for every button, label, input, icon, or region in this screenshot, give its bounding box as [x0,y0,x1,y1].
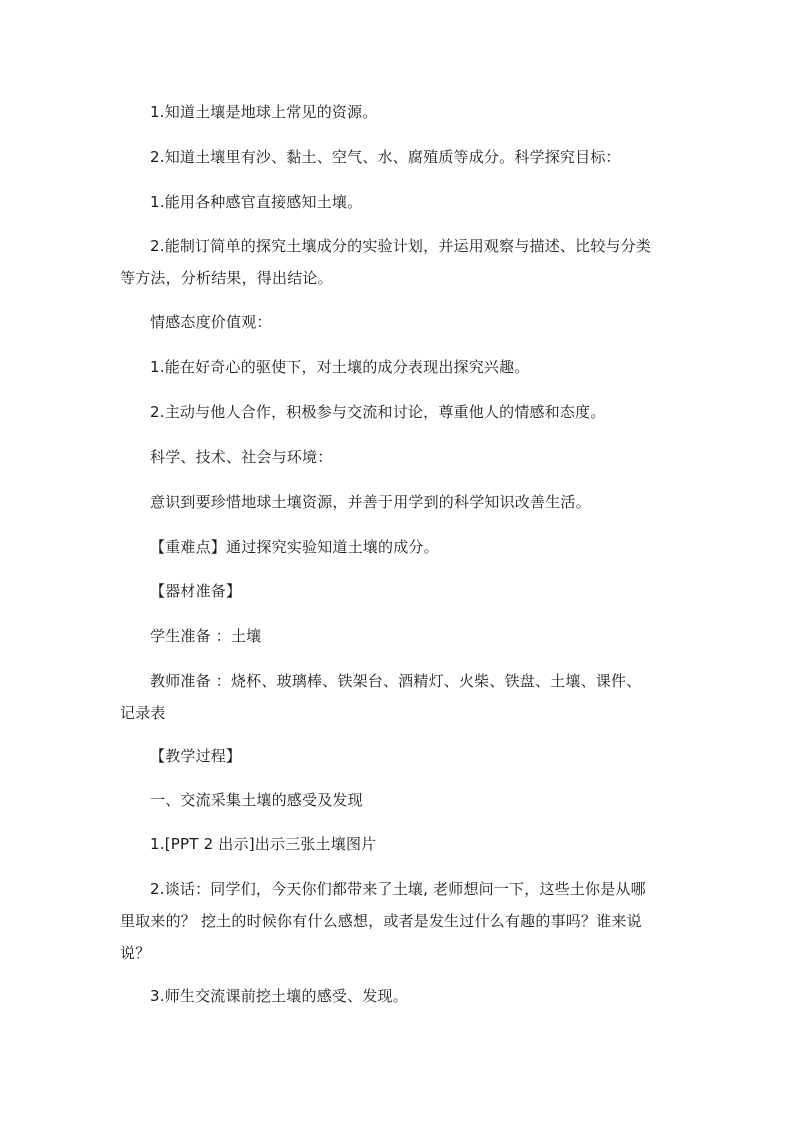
text-line: 1.能用各种感官直接感知土壤。 [150,193,363,211]
paragraph-step-3 [120,980,680,1012]
section-process-heading [120,740,680,772]
paragraph-step-1 [120,828,680,860]
text-line: 【重难点】通过探究实验知道土壤的成分。 [150,538,439,556]
text-line: 情感态度价值观： [150,313,272,331]
text-line: 说？ [120,944,151,962]
text-line: 3.师生交流课前挖土壤的感受、发现。 [150,987,408,1005]
text-line: 2.能制订简单的探究土壤成分的实验计划，并运用观察与描述、比较与分类 [150,237,652,255]
paragraph-inquiry-2 [120,230,680,294]
text-line: 教师准备 ：烧杯、玻璃棒、铁架台、酒精灯、火柴、铁盘、土壤、课件、 [150,672,642,690]
paragraph-goal-2 [120,141,680,173]
text-line: 1.能在好奇心的驱使下，对土壤的成分表现出探究兴趣。 [150,358,530,376]
text-line: 记录表 [120,704,166,722]
text-line: 2.谈话：同学们，今天你们都带来了土壤, 老师想问一下，这些土你是从哪 [150,880,646,898]
text-line: 【教学过程】 [150,747,242,765]
paragraph-inquiry-1 [120,186,680,218]
paragraph-attitude-1 [120,351,680,383]
text-line: 2.主动与他人合作，积极参与交流和讨论，尊重他人的情感和态度。 [150,403,606,421]
text-line: 一、交流采集土壤的感受及发现 [150,791,363,809]
paragraph-attitude-2 [120,396,680,428]
paragraph-student-materials [120,620,680,652]
text-line: 意识到要珍惜地球土壤资源，并善于用学到的科学知识改善生活。 [150,493,591,511]
paragraph-key-points [120,531,680,563]
paragraph-goal-1 [120,96,680,128]
subsection-heading-1 [120,784,680,816]
text-line: 等方法，分析结果，得出结论。 [120,269,333,287]
text-line: 科学、技术、社会与环境： [150,448,333,466]
text-line: 1.知道土壤是地球上常见的资源。 [150,103,378,121]
paragraph-teacher-materials [120,665,680,729]
text-line: 里取来的？ 挖土的时候你有什么感想，或者是发生过什么有趣的事吗？谁来说 [120,912,642,930]
text-line: 1.[PPT 2 出示]出示三张土壤图片 [150,835,377,853]
paragraph-step-2 [120,873,680,969]
section-attitude-heading [120,306,680,338]
text-line: 2.知道土壤里有沙、黏土、空气、水、腐殖质等成分。科学探究目标： [150,148,621,166]
section-sts-heading [120,441,680,473]
section-materials-heading [120,575,680,607]
paragraph-sts [120,486,680,518]
text-line: 学生准备 ：土壤 [150,627,262,645]
text-line: 【器材准备】 [150,582,242,600]
